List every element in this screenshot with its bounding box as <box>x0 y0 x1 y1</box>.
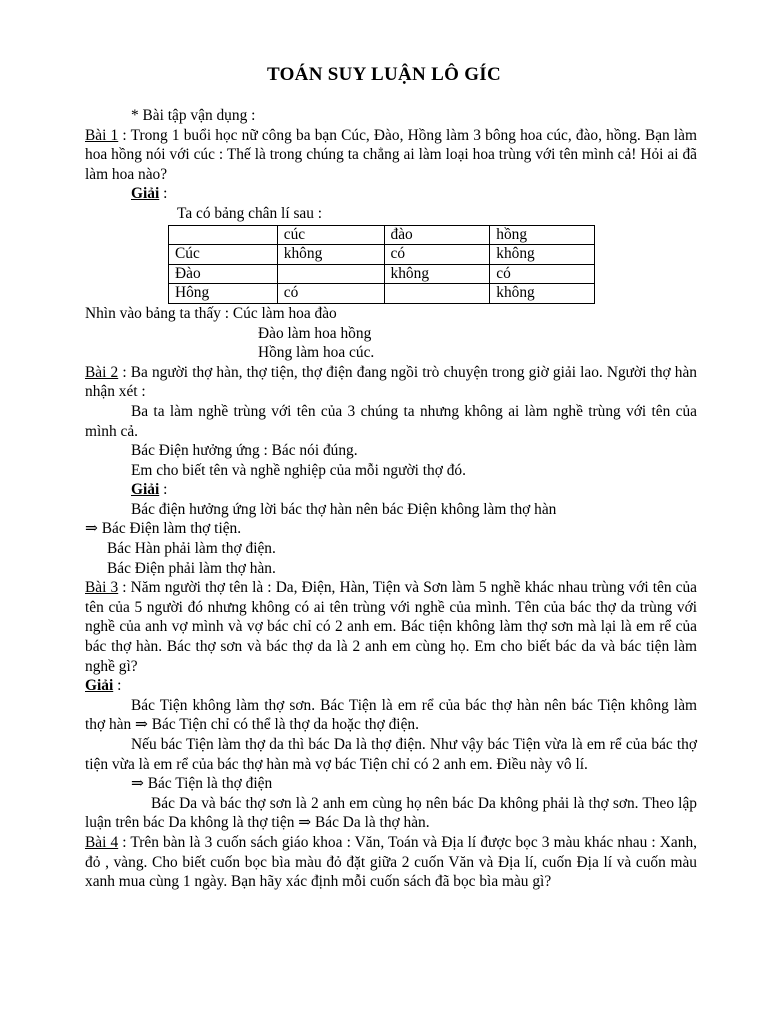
bai3-solution-paragraph: Bác Da và bác thợ sơn là 2 anh em cùng họ nên bác Da không phải là thợ sơn. Theo lập luận trên bác Da không là thợ tiện ⇒ Bác Da là thợ hàn. <box>85 794 697 832</box>
intro-heading: * Bài tập vận dụng : <box>131 107 256 124</box>
table-cell: có <box>490 264 595 284</box>
table-row <box>169 264 595 284</box>
table-cell: không <box>384 264 490 284</box>
table-cell: không <box>490 284 595 304</box>
table-header-cell: hồng <box>490 225 595 245</box>
table-header-cell: cúc <box>277 225 384 245</box>
table-cell <box>384 284 490 304</box>
bai2-problem <box>85 363 697 402</box>
table-row <box>169 284 595 304</box>
bai3-giai-label: Giải <box>85 677 114 695</box>
bai2-solution-heading: Giải : <box>131 481 168 499</box>
bai2-line: Em cho biết tên và nghề nghiệp của mỗi người thợ đó. <box>131 461 466 479</box>
table-cell: Hông <box>169 284 278 304</box>
table-header-cell <box>169 225 278 245</box>
table-row <box>169 245 595 265</box>
bai2-solution-line: Bác điện hưởng ứng lời bác thợ hàn nên bác Điện không làm thợ hàn <box>131 500 557 518</box>
bai2-label: Bài 2 <box>85 363 119 381</box>
bai2-solution-line: ⇒ Bác Điện làm thợ tiện. <box>85 520 242 538</box>
truth-table-header <box>169 225 595 245</box>
bai1-table-caption: Ta có bảng chân lí sau : <box>177 204 323 222</box>
bai1-label: Bài 1 <box>85 126 119 144</box>
bai2-solution-line: Bác Điện phải làm thợ hàn. <box>107 559 276 577</box>
table-cell: không <box>490 245 595 265</box>
bai4-label: Bài 4 <box>85 833 119 851</box>
bai2-giai-label: Giải <box>131 481 160 499</box>
bai3-solution-line: ⇒ Bác Tiện là thợ điện <box>131 775 273 793</box>
table-cell: có <box>384 245 490 265</box>
bai3-problem <box>85 578 697 676</box>
bai1-problem <box>85 126 697 185</box>
table-cell: có <box>277 284 384 304</box>
table-cell: Cúc <box>169 245 278 265</box>
bai2-text: : Ba người thợ hàn, thợ tiện, thợ điện đang ngồi trò chuyện trong giờ giải lao. Người thợ hàn nhận xét : <box>85 363 698 401</box>
bai2-line: Ba ta làm nghề trùng với tên của 3 chúng ta nhưng không ai làm nghề trùng với tên của mình cả. <box>85 402 697 440</box>
document-title: TOÁN SUY LUẬN LÔ GÍC <box>266 64 502 85</box>
bai4-problem <box>85 833 697 892</box>
table-cell: Đào <box>169 264 278 284</box>
bai3-solution-heading: Giải : <box>85 677 122 695</box>
bai3-label: Bài 3 <box>85 579 119 597</box>
truth-table <box>168 225 595 304</box>
bai3-solution-paragraph: Bác Tiện không làm thợ sơn. Bác Tiện là em rể của bác thợ hàn nên bác Tiện không làm thợ hàn ⇒ Bác Tiện chỉ có thể là thợ da hoặc thợ điện. <box>85 696 697 734</box>
bai1-conclusion-line: Hồng làm hoa cúc. <box>258 344 375 362</box>
truth-table-wrapper <box>168 225 595 304</box>
bai1-text: : Trong 1 buổi học nữ công ba bạn Cúc, Đào, Hồng làm 3 bông hoa cúc, đào, hồng. Bạn làm hoa hồng nói với cúc : Thế là trong chúng ta chẳng ai làm loại hoa trùng với tên mình cả! Hỏi ai đã làm hoa nào? <box>85 126 697 183</box>
table-cell <box>277 264 384 284</box>
bai3-text: : Năm người thợ tên là : Da, Điện, Hàn, Tiện và Sơn làm 5 nghề khác nhau trùng với tên của tên của 5 người đó nhưng không có ai tên trùng với nghề của mình. Tên của bác thợ da trùng với nghề của anh vợ mình và vợ bác chỉ có 2 anh em. Bác tiện không làm thợ sơn mà lại là em rể của bác thợ hàn. Bác thợ sơn và bác thợ da là 2 anh em cùng họ. Em cho biết bác da và bác tiện làm nghề gì? <box>85 579 697 675</box>
table-header-cell: đào <box>384 225 490 245</box>
document-body <box>85 106 697 892</box>
bai4-text: : Trên bàn là 3 cuốn sách giáo khoa : Văn, Toán và Địa lí được bọc 3 màu khác nhau : Xanh, đỏ , vàng. Cho biết cuốn bọc bìa màu đỏ đặt giữa 2 cuốn Văn và Địa lí, cuốn Địa lí và cuốn màu xanh mua cùng 1 ngày. Bạn hãy xác định mỗi cuốn sách đã bọc bìa màu gì? <box>85 833 697 891</box>
bai2-line: Bác Điện hưởng ứng : Bác nói đúng. <box>131 442 358 460</box>
bai1-conclusion-line: Nhìn vào bảng ta thấy : Cúc làm hoa đào <box>85 304 337 322</box>
bai1-conclusion-line: Đào làm hoa hồng <box>258 324 372 342</box>
bai1-giai-label: Giải <box>131 185 160 203</box>
table-cell: không <box>277 245 384 265</box>
bai3-solution-paragraph: Nếu bác Tiện làm thợ da thì bác Da là thợ điện. Như vậy bác Tiện vừa là em rể của bác thợ tiện vừa là em rể của bác thợ hàn mà vợ bác Tiện chỉ có 2 anh em. Điều này vô lí. <box>85 736 697 773</box>
bai2-solution-line: Bác Hàn phải làm thợ điện. <box>107 540 276 558</box>
bai1-solution-heading: Giải : <box>131 185 168 203</box>
